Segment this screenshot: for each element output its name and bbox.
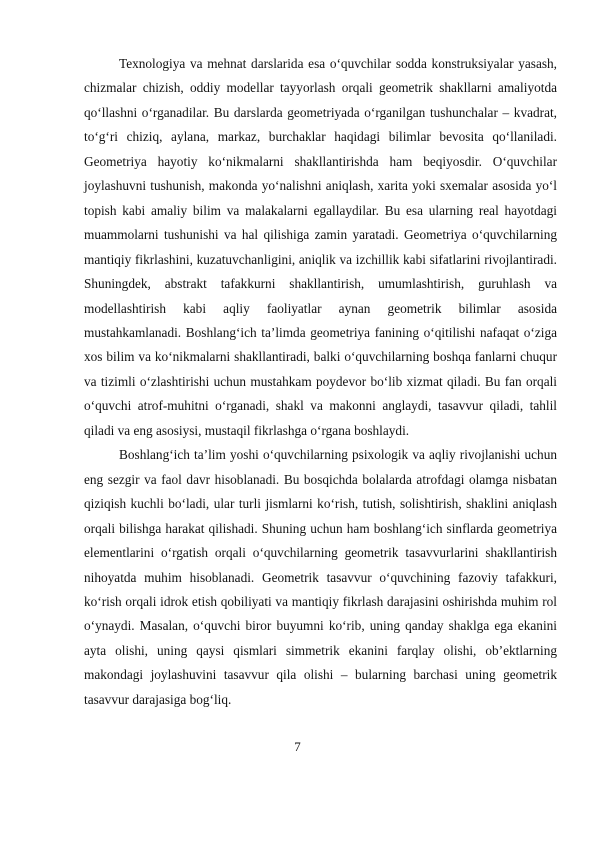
paragraph-1: Texnologiya va mehnat darslarida esa o‘quvchilar sodda konstruksiyalar yasash, chizmalar chizish, oddiy modellar tayyorlash orqali geometrik shakllarni amaliyotda qo‘llashni o‘rganadilar. Bu darslarda geometriyada o‘rganilgan tushunchalar – kvadrat, to‘g‘ri chiziq, aylana, markaz, burchaklar haqidagi bilimlar bevosita qo‘llaniladi. Geometriya hayotiy ko‘nikmalarni shakllantirishda ham beqiyosdir. O‘quvchilar joylashuvni tushunish, makonda yo‘nalishni aniqlash, xarita yoki sxemalar asosida yo‘l topish kabi amaliy bilim va malakalarni egallaydilar. Bu esa ularning real hayotdagi muammolarni tushunishi va hal qilishiga zamin yaratadi. Geometriya o‘quvchilarning mantiqiy fikrlashini, kuzatuvchanligini, aniqlik va izchillik kabi sifatlarini rivojlantiradi. Shuningdek, abstrakt tafakkurni shakllantirish, umumlashtirish, guruhlash va modellashtirish kabi aqliy faoliyatlar aynan geometrik bilimlar asosida mustahkamlanadi. Boshlang‘ich ta’limda geometriya fanining o‘qitilishi nafaqat o‘ziga xos bilim va ko‘nikmalarni shakllantiradi, balki o‘quvchilarning boshqa fanlarni chuqur va tizimli o‘zlashtirishi uchun mustahkam poydevor bo‘lib xizmat qiladi. Bu fan orqali o‘quvchi atrof-muhitni o‘rganadi, shakl va makonni anglaydi, tasavvur qiladi, tahlil qiladi va eng asosiysi, mustaqil fikrlashga o‘rgana boshlaydi. (84, 56, 557, 438)
page-number: 7 (294, 739, 301, 754)
document-body (84, 52, 557, 712)
paragraph-2: Boshlang‘ich ta’lim yoshi o‘quvchilarning psixologik va aqliy rivojlanishi uchun eng sezgir va faol davr hisoblanadi. Bu bosqichda bolalarda atrofdagi olamga nisbatan qiziqish kuchli bo‘ladi, ular turli jismlarni ko‘rish, tutish, solishtirish, shaklini aniqlash orqali bilishga harakat qilishadi. Shuning uchun ham boshlang‘ich sinflarda geometriya elementlarini o‘rgatish orqali o‘quvchilarning geometrik tasavvurlarini shakllantirish nihoyatda muhim hisoblanadi. Geometrik tasavvur o‘quvchining fazoviy tafakkuri, ko‘rish orqali idrok etish qobiliyati va mantiqiy fikrlash darajasini oshirishda muhim rol o‘ynaydi. Masalan, o‘quvchi biror buyumni ko‘rib, uning qanday shaklga ega ekanini ayta olishi, uning qaysi qismlari simmetrik ekanini farqlay olishi, ob’ektlarning makondagi joylashuvini tasavvur qila olishi – bularning barchasi uning geometrik tasavvur darajasiga bog‘liq. (84, 447, 557, 707)
